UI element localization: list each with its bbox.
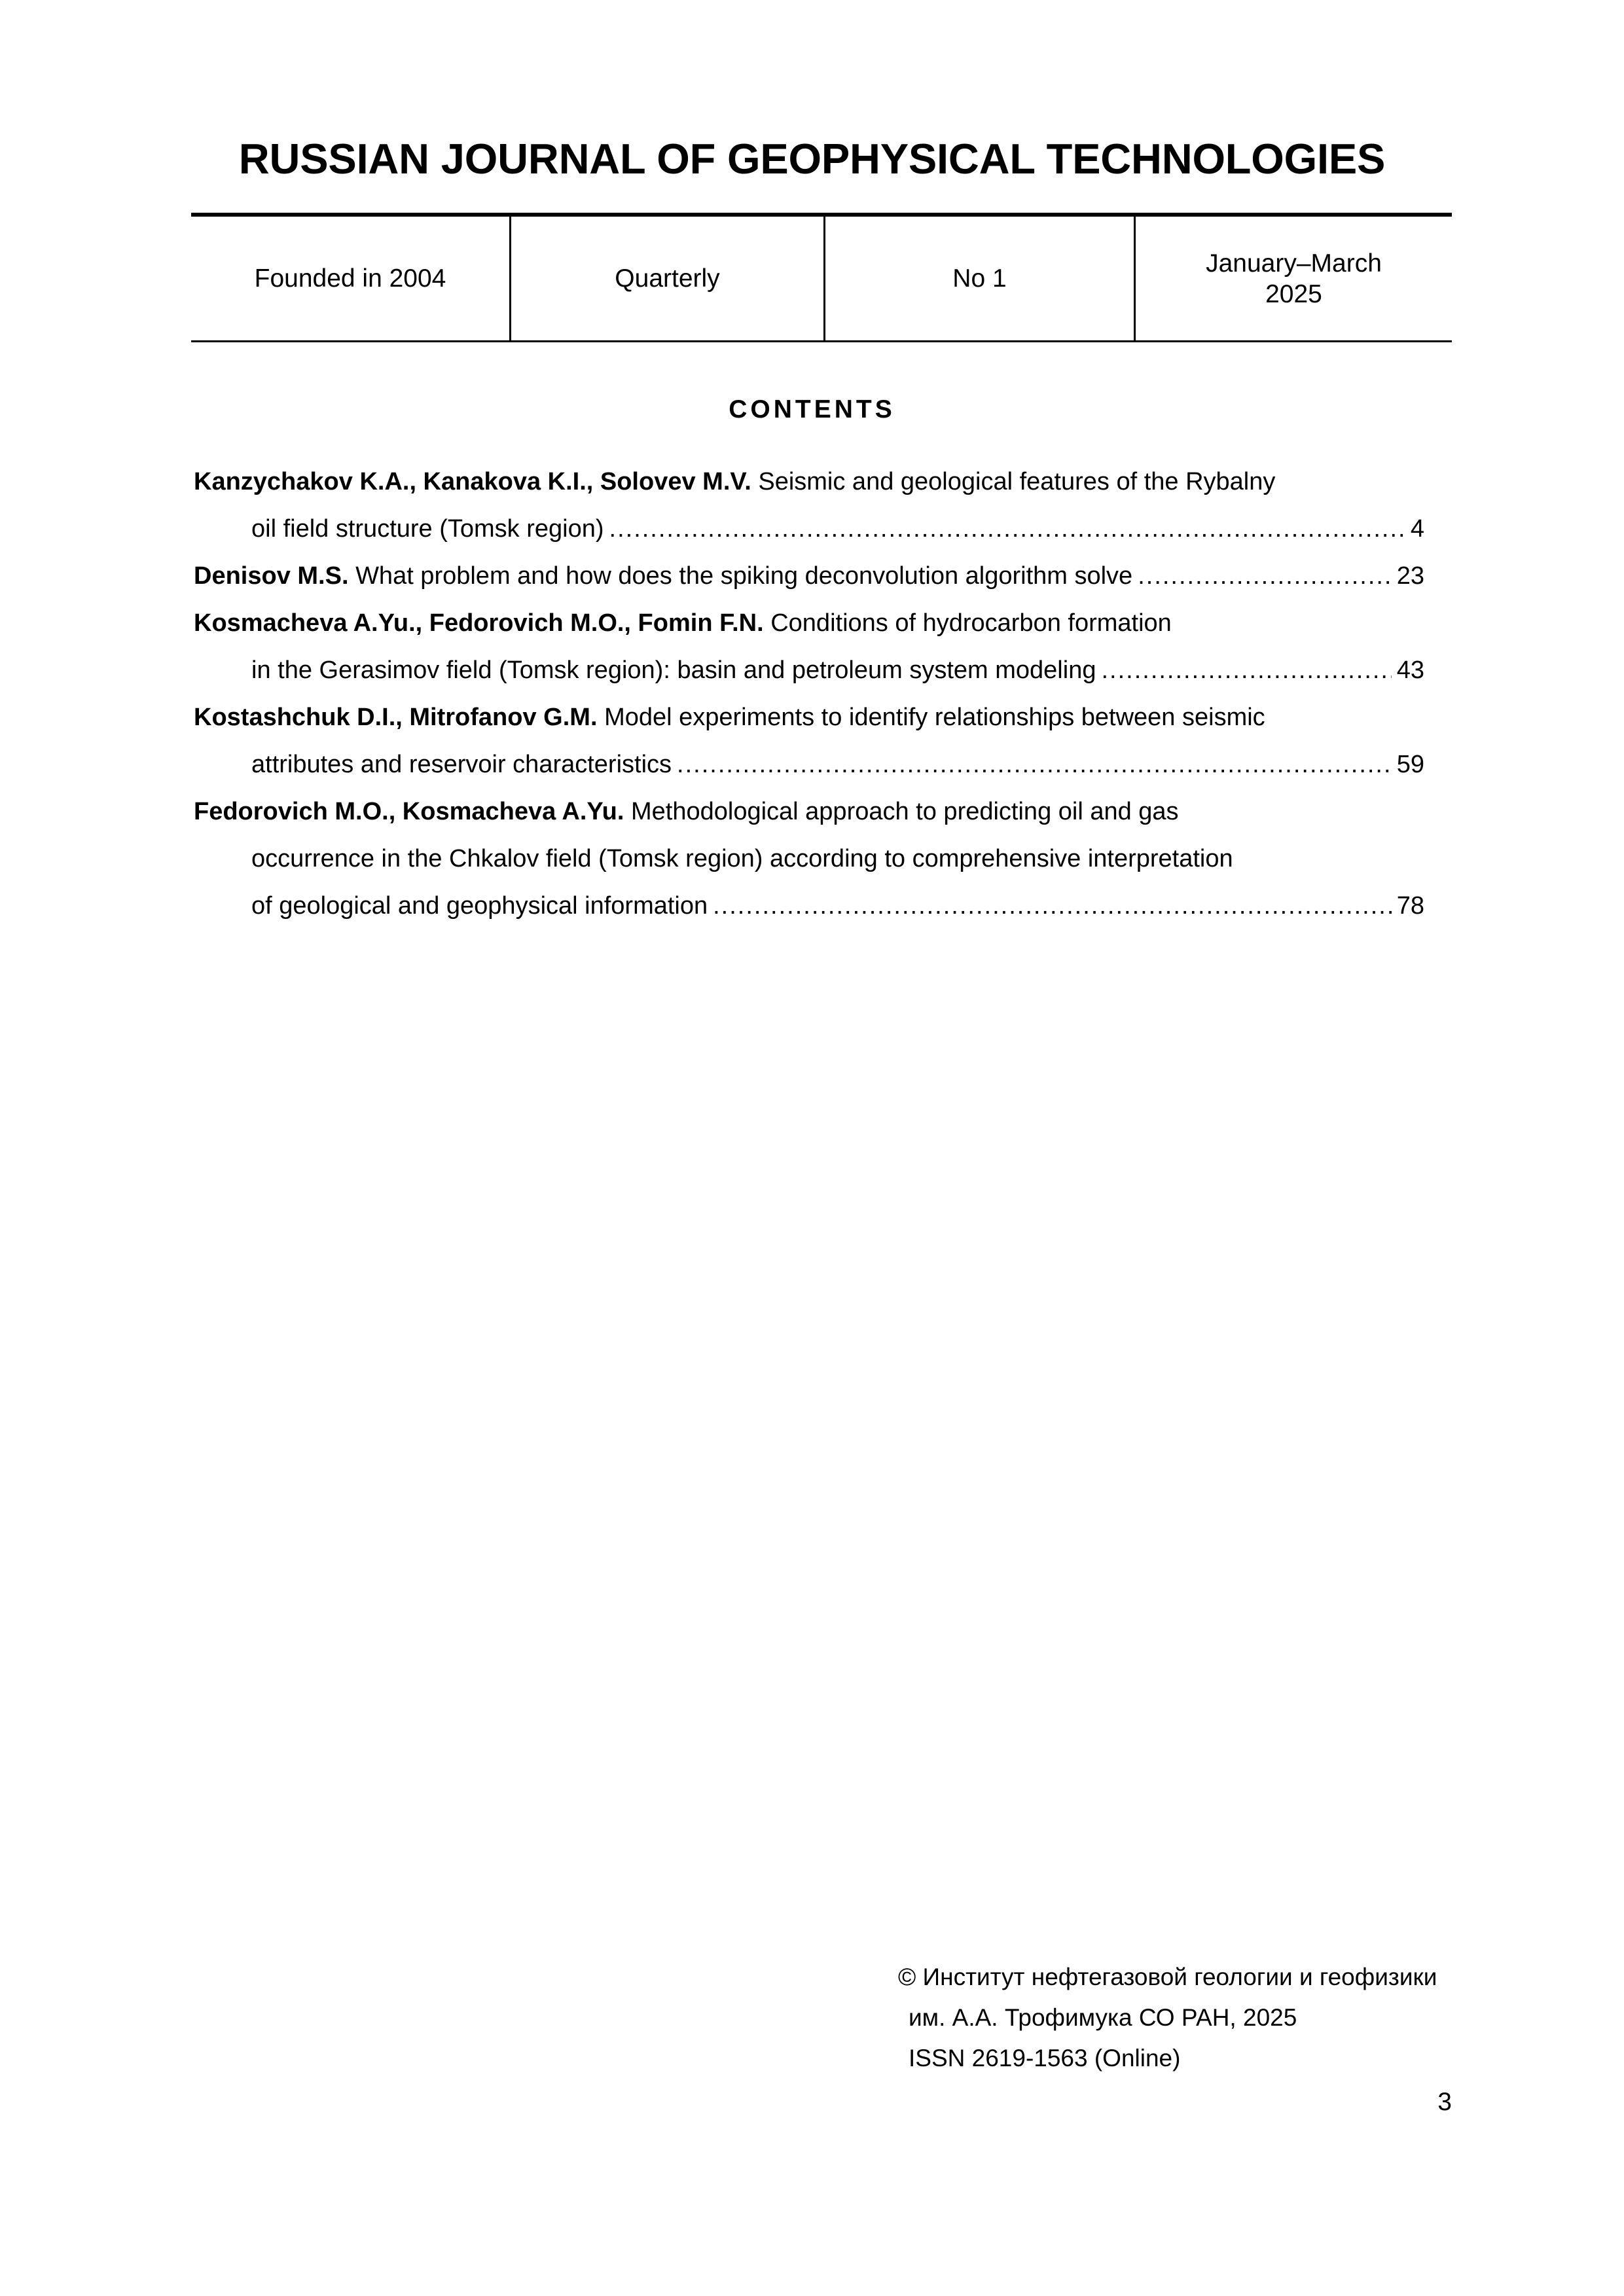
toc-title: in the Gerasimov field (Tomsk region): basin and petroleum system modeling [251,656,1096,684]
toc-title: Model experiments to identify relationships between seismic [604,704,1265,731]
toc-entry-line[interactable] [194,505,1424,552]
journal-title: RUSSIAN JOURNAL OF GEOPHYSICAL TECHNOLOGIES [238,135,1386,183]
toc-title: occurrence in the Chkalov field (Tomsk region) according to comprehensive interpretation [251,845,1233,872]
table-of-contents [194,458,1424,929]
founded-cell: Founded in 2004 [191,217,511,340]
issue-number-cell: No 1 [825,217,1136,340]
toc-authors: Denisov M.S. [194,562,349,590]
dot-leader [713,882,1392,929]
dot-leader [677,741,1392,788]
toc-entry-line [194,600,1424,647]
period-cell: January–March 2025 [1206,249,1382,308]
copyright-line: © Институт нефтегазовой геологии и геофизики [898,1964,1437,1990]
toc-page-number: 4 [1410,515,1424,543]
toc-page-number: 78 [1396,892,1424,920]
toc-title: oil field structure (Tomsk region) [251,515,604,543]
toc-title: Conditions of hydrocarbon formation [770,609,1172,637]
toc-authors: Kostashchuk D.I., Mitrofanov G.M. [194,704,598,731]
toc-title: What problem and how does the spiking deconvolution algorithm solve [355,562,1133,590]
frequency-cell: Quarterly [511,217,825,340]
toc-page-number: 59 [1396,751,1424,778]
issn: ISSN 2619-1563 (Online) [909,2045,1181,2072]
dot-leader [609,505,1405,552]
toc-entry-line[interactable] [194,882,1424,929]
toc-title: Methodological approach to predicting oil and gas [631,798,1179,825]
copyright-line: им. А.А. Трофимука СО РАН, 2025 [909,2004,1297,2031]
toc-page-number: 43 [1396,656,1424,684]
issue-info-table [191,213,1452,342]
toc-entry-line[interactable] [194,741,1424,788]
toc-authors: Kanzychakov K.A., Kanakova K.I., Solovev M.V. [194,468,751,495]
toc-entry-line [194,788,1424,835]
toc-title: attributes and reservoir characteristics [251,751,672,778]
toc-authors: Fedorovich M.O., Kosmacheva A.Yu. [194,798,624,825]
toc-title: of geological and geophysical information [251,892,708,920]
toc-page-number: 23 [1396,562,1424,590]
copyright-block [898,1957,1437,2079]
toc-title: Seismic and geological features of the Rybalny [758,468,1276,495]
toc-entry-line[interactable] [194,647,1424,694]
toc-entry-line [194,458,1424,505]
toc-authors: Kosmacheva A.Yu., Fedorovich M.O., Fomin F.N. [194,609,764,637]
dot-leader [1101,647,1391,694]
page-number: 3 [1437,2088,1452,2116]
dot-leader [1138,552,1392,600]
toc-entry-line[interactable] [194,552,1424,600]
contents-heading: CONTENTS [729,395,895,423]
toc-entry-line [194,694,1424,741]
toc-entry-line [194,835,1424,882]
